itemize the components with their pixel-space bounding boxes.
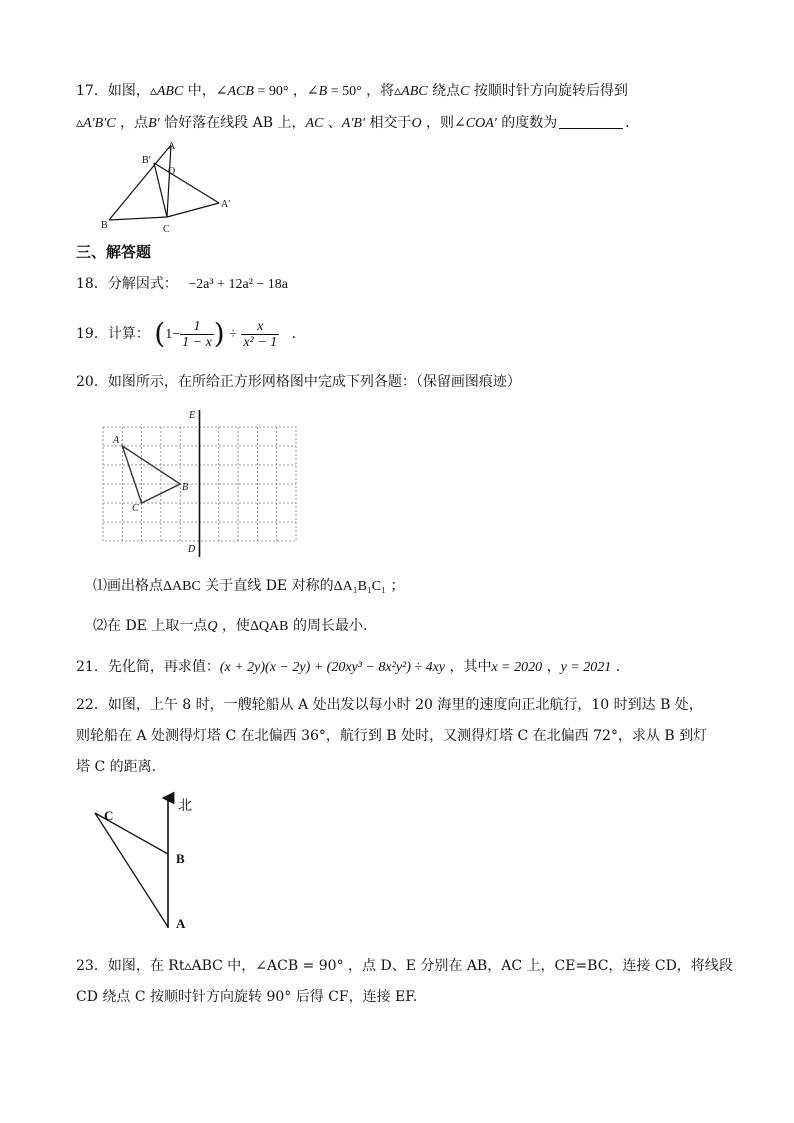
- q20-label-a: A: [113, 435, 120, 446]
- q22-line1: 22．如图，上午 8 时，一艘轮船从 A 处出发以每小时 20 海里的速度向正北航行，10 时到达 B 处，: [76, 697, 703, 713]
- q17-figure: [100, 140, 240, 235]
- q23-line2: CD 绕点 C 按顺时针方向旋转 90° 后得 CF，连接 EF.: [76, 989, 418, 1005]
- q17-label-bprime: B′: [142, 155, 151, 166]
- q20-grid-figure: [100, 405, 300, 560]
- q22-line2: 则轮船在 A 处测得灯塔 C 在北偏西 36°，航行到 B 处时，又测得灯塔 C 在北偏西 72°，求从 B 到灯: [76, 728, 708, 744]
- segment-ca: [95, 813, 168, 927]
- q22-label-north: 北: [178, 798, 192, 814]
- section-heading: 三、解答题: [76, 243, 152, 261]
- q19-fraction1: $\frac{1}{1 - x}$: [182, 318, 212, 350]
- q17-label-c: C: [163, 224, 170, 235]
- q17-label-b: B: [101, 220, 108, 231]
- q22-label-b: B: [176, 851, 185, 866]
- q17-line1: 17．如图，▵ABC 中，∠ACB = 90° ，∠B = 50° ，将▵ABC 绕点C 按顺时针方向旋转后得到: [76, 83, 628, 99]
- q20-label-c: C: [132, 503, 139, 514]
- q17-label-aprime: A′: [221, 199, 231, 210]
- q17-label-a: A: [168, 141, 176, 152]
- q18: 18．分解因式： −2a³ + 12a² − 18a: [76, 276, 289, 292]
- q20-label-e: E: [189, 410, 196, 421]
- q19-fraction2: $\frac{x}{\text{x² − 1}}$: [243, 318, 278, 350]
- q20-label-b: B: [182, 482, 189, 493]
- q20-subquestion-1: ⑴画出格点ΔABC 关于直线 DE 对称的ΔA₁B₁C₁ ；: [93, 578, 405, 594]
- q22-label-a: A: [176, 916, 186, 931]
- q22-figure: [90, 790, 220, 935]
- q20-label-d: D: [188, 544, 196, 555]
- q19: 19．计算： (1− $\frac{1}{1 - x}$ ) ÷ $\frac{x}{\text{x² − 1}}$ ．: [76, 317, 306, 350]
- triangle-abc: [122, 446, 180, 503]
- q20-subquestion-2: ⑵在 DE 上取一点Q ，使ΔQAB 的周长最小.: [93, 618, 368, 634]
- q22-line3: 塔 C 的距离.: [76, 759, 157, 775]
- q22-label-c: C: [104, 808, 114, 823]
- answer-blank[interactable]: [559, 114, 623, 129]
- q20-statement: 20．如图所示，在所给正方形网格图中完成下列各题：（保留画图痕迹）: [76, 374, 521, 390]
- q17-line2: ▵A′B′C ，点B′ 恰好落在线段 AB 上，AC 、A′B′ 相交于O ，则∠COA′ 的度数为 ．: [76, 115, 640, 131]
- q23-line1: 23．如图，在 Rt▵ABC 中，∠ACB = 90° ，点 D、E 分别在 AB，AC 上，CE=BC，连接 CD，将线段: [76, 958, 733, 974]
- q21: 21．先化简，再求值：(x + 2y)(x − 2y) + (20xy³ − 8x²y²) ÷ 4xy ，其中x = 2020 ，y = 2021 ．: [76, 659, 630, 675]
- q17-label-o: O: [168, 166, 176, 177]
